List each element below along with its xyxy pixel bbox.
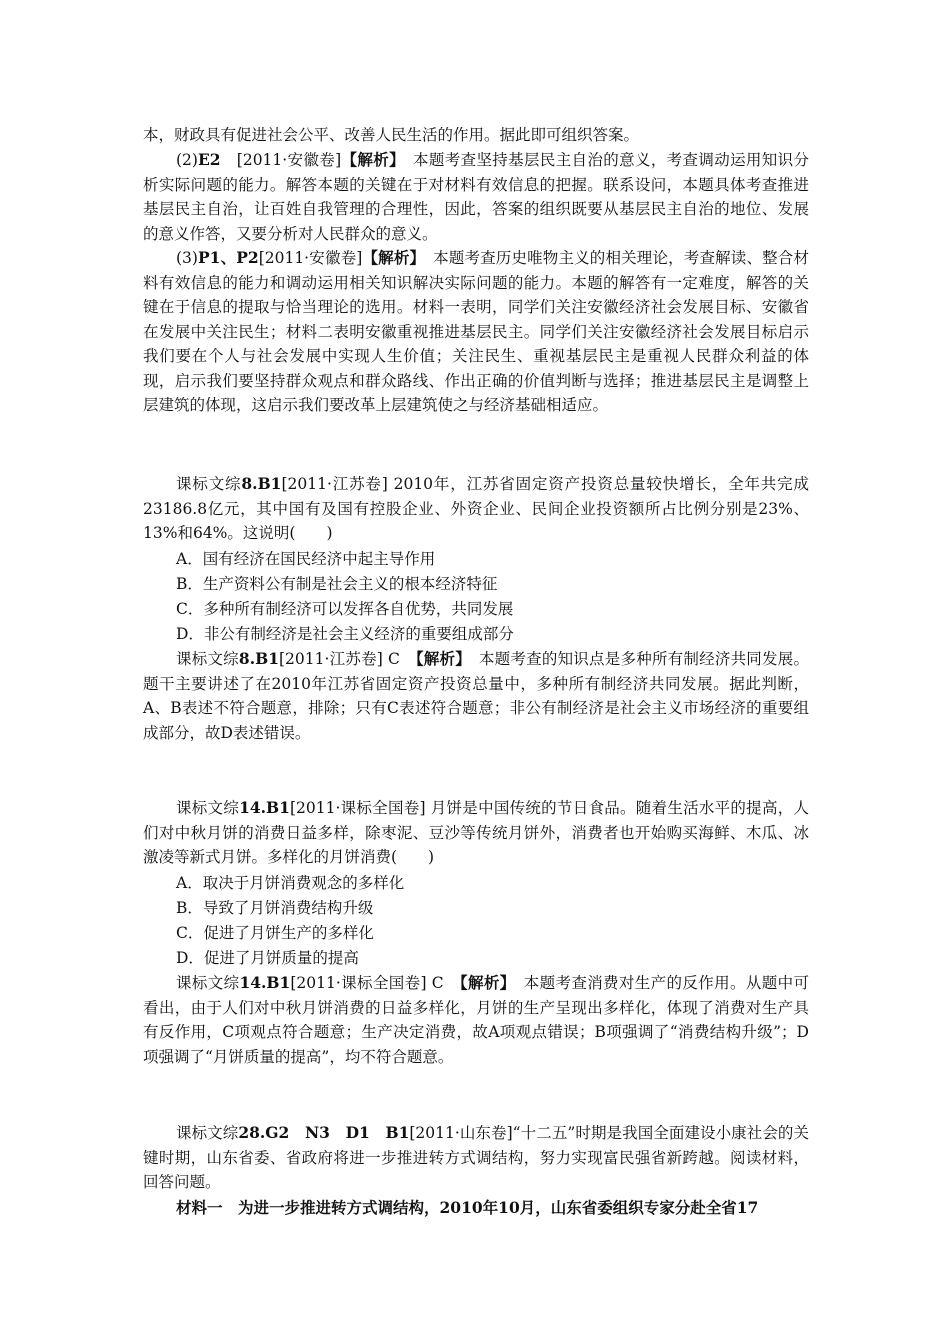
question-8-option-b: B．生产资料公有制是社会主义的根本经济特征 (176, 575, 498, 593)
answer-3-text: 本题考查历史唯物主义的相关理论，考查解读、整合材料有效信息的能力和调动运用相关知识解决实际问题的能力。本题的解答有一定难度，解答的关键在于信息的提取与恰当理论的选用。材料一表明，同学们关注安徽经济社会发展目标、安徽省在发展中关注民生；材料二表明安徽重视推进基层民主。同学们关注安徽经济社会发展目标启示我们要在个人与社会发展中实现人生价值；关注民生、重视基层民主是重视人民群众利益的体现，启示我们要坚持群众观点和群众路线、作出正确的价值判断与选择；推进基层民主是调整上层建筑的体现，这启示我们要改革上层建筑使之与经济基础相适应。 (143, 249, 809, 414)
question-28-stem (143, 1121, 809, 1195)
question-28-label: 课标文综 (176, 1124, 239, 1142)
analysis-tag: 【解析】 (341, 150, 398, 169)
continued-paragraph (143, 123, 809, 148)
question-14-option-d: D．促进了月饼质量的提高 (176, 949, 359, 967)
question-14-option-b: B．导致了月饼消费结构升级 (176, 899, 374, 917)
question-8-source: [2011·江苏卷] (281, 475, 388, 493)
answer-2-number: (2) (176, 151, 198, 169)
analysis-tag: 【解析】 (415, 649, 464, 668)
question-8-answer (143, 647, 809, 745)
question-8-text: 2010年，江苏省固定资产投资总量较快增长，全年共完成23186.8亿元，其中国有及国有控股企业、外资企业、民间企业投资额所占比例分别是23%、13%和64%。这说明( ) (143, 475, 809, 542)
answer-8-text: 本题考查的知识点是多种所有制经济共同发展。题干主要讲述了在2010年江苏省固定资产投资总量中，多种所有制经济共同发展。据此判断，A、B表述不符合题意，排除；只有C表述符合题意；非公有制经济是社会主义市场经济的重要组成部分，故D表述错误。 (143, 650, 809, 742)
answer-2-text: 本题考查坚持基层民主自治的意义，考查调动运用知识分析实际问题的能力。解答本题的关键在于对材料有效信息的把握。联系设问，本题具体考查推进基层民主自治，让百姓自我管理的合理性，因此，答案的组织既要从基层民主自治的地位、发展的意义作答，又要分析对人民群众的意义。 (143, 151, 809, 243)
question-14-label: 课标文综 (176, 799, 240, 817)
answer-14-text: 本题考查消费对生产的反作用。从题中可看出，由于人们对中秋月饼消费的日益多样化，月饼的生产呈现出多样化，体现了消费对生产具有反作用，C项观点符合题意；生产决定消费，故A项观点错误；B项强调了“消费结构升级”；D项强调了“月饼质量的提高”，均不符合题意。 (143, 974, 809, 1066)
question-8-option-c: C．多种所有制经济可以发挥各自优势，共同发展 (176, 600, 514, 618)
question-14-text: 月饼是中国传统的节日食品。随着生活水平的提高，人们对中秋月饼的消费日益多样，除枣泥、豆沙等传统月饼外，消费者也开始购买海鲜、木瓜、冰激凌等新式月饼。多样化的月饼消费( ) (143, 799, 809, 866)
question-8-label: 课标文综 (176, 475, 242, 493)
question-8-option-a: A．国有经济在国民经济中起主导作用 (176, 550, 436, 568)
answer-8-label: 课标文综 (176, 650, 239, 668)
answer-8-letter: C (382, 650, 416, 668)
answer-2-code: E2 (197, 150, 221, 169)
answer-2-source: [2011·安徽卷] (220, 151, 342, 169)
continued-text: 本，财政具有促进社会公平、改善人民生活的作用。据此即可组织答案。 (143, 126, 640, 144)
answer-14-letter: C (426, 974, 460, 992)
material-1 (143, 1196, 809, 1221)
answer-3 (143, 246, 809, 418)
question-14-answer (143, 971, 809, 1069)
answer-14-label: 课标文综 (176, 974, 240, 992)
question-14-source: [2011·课标全国卷] (289, 799, 426, 817)
answer-14-source: [2011·课标全国卷] (290, 974, 427, 992)
question-14-option-c: C．促进了月饼生产的多样化 (176, 924, 374, 942)
question-8-code: 8.B1 (241, 474, 282, 493)
answer-3-source: [2011·安徽卷] (258, 249, 363, 267)
analysis-tag: 【解析】 (362, 248, 418, 267)
answer-8-source: [2011·江苏卷] (278, 650, 383, 668)
material-1-text: 为进一步推进转方式调结构，2010年10月，山东省委组织专家分赴全省17 (222, 1198, 759, 1217)
analysis-tag: 【解析】 (459, 973, 508, 992)
answer-2 (143, 148, 809, 246)
question-28-source: [2011·山东卷] (409, 1124, 513, 1142)
question-14-code: 14.B1 (239, 798, 290, 817)
question-14-stem (143, 796, 809, 870)
answer-3-code: P1、P2 (197, 248, 259, 267)
material-1-label: 材料一 (176, 1198, 223, 1217)
answer-14-code: 14.B1 (239, 973, 291, 992)
question-14-option-a: A．取决于月饼消费观念的多样化 (176, 874, 405, 892)
answer-8-code: 8.B1 (238, 649, 279, 668)
question-28-code: 28.G2 N3 D1 B1 (238, 1123, 410, 1142)
question-8-option-d: D．非公有制经济是社会主义经济的重要组成部分 (176, 625, 514, 643)
answer-3-number: (3) (176, 249, 198, 267)
question-8-stem (143, 472, 809, 546)
question-28-text: “十二五”时期是我国全面建设小康社会的关键时期，山东省委、省政府将进一步推进转方式调结构，努力实现富民强省新跨越。阅读材料，回答问题。 (143, 1124, 809, 1191)
